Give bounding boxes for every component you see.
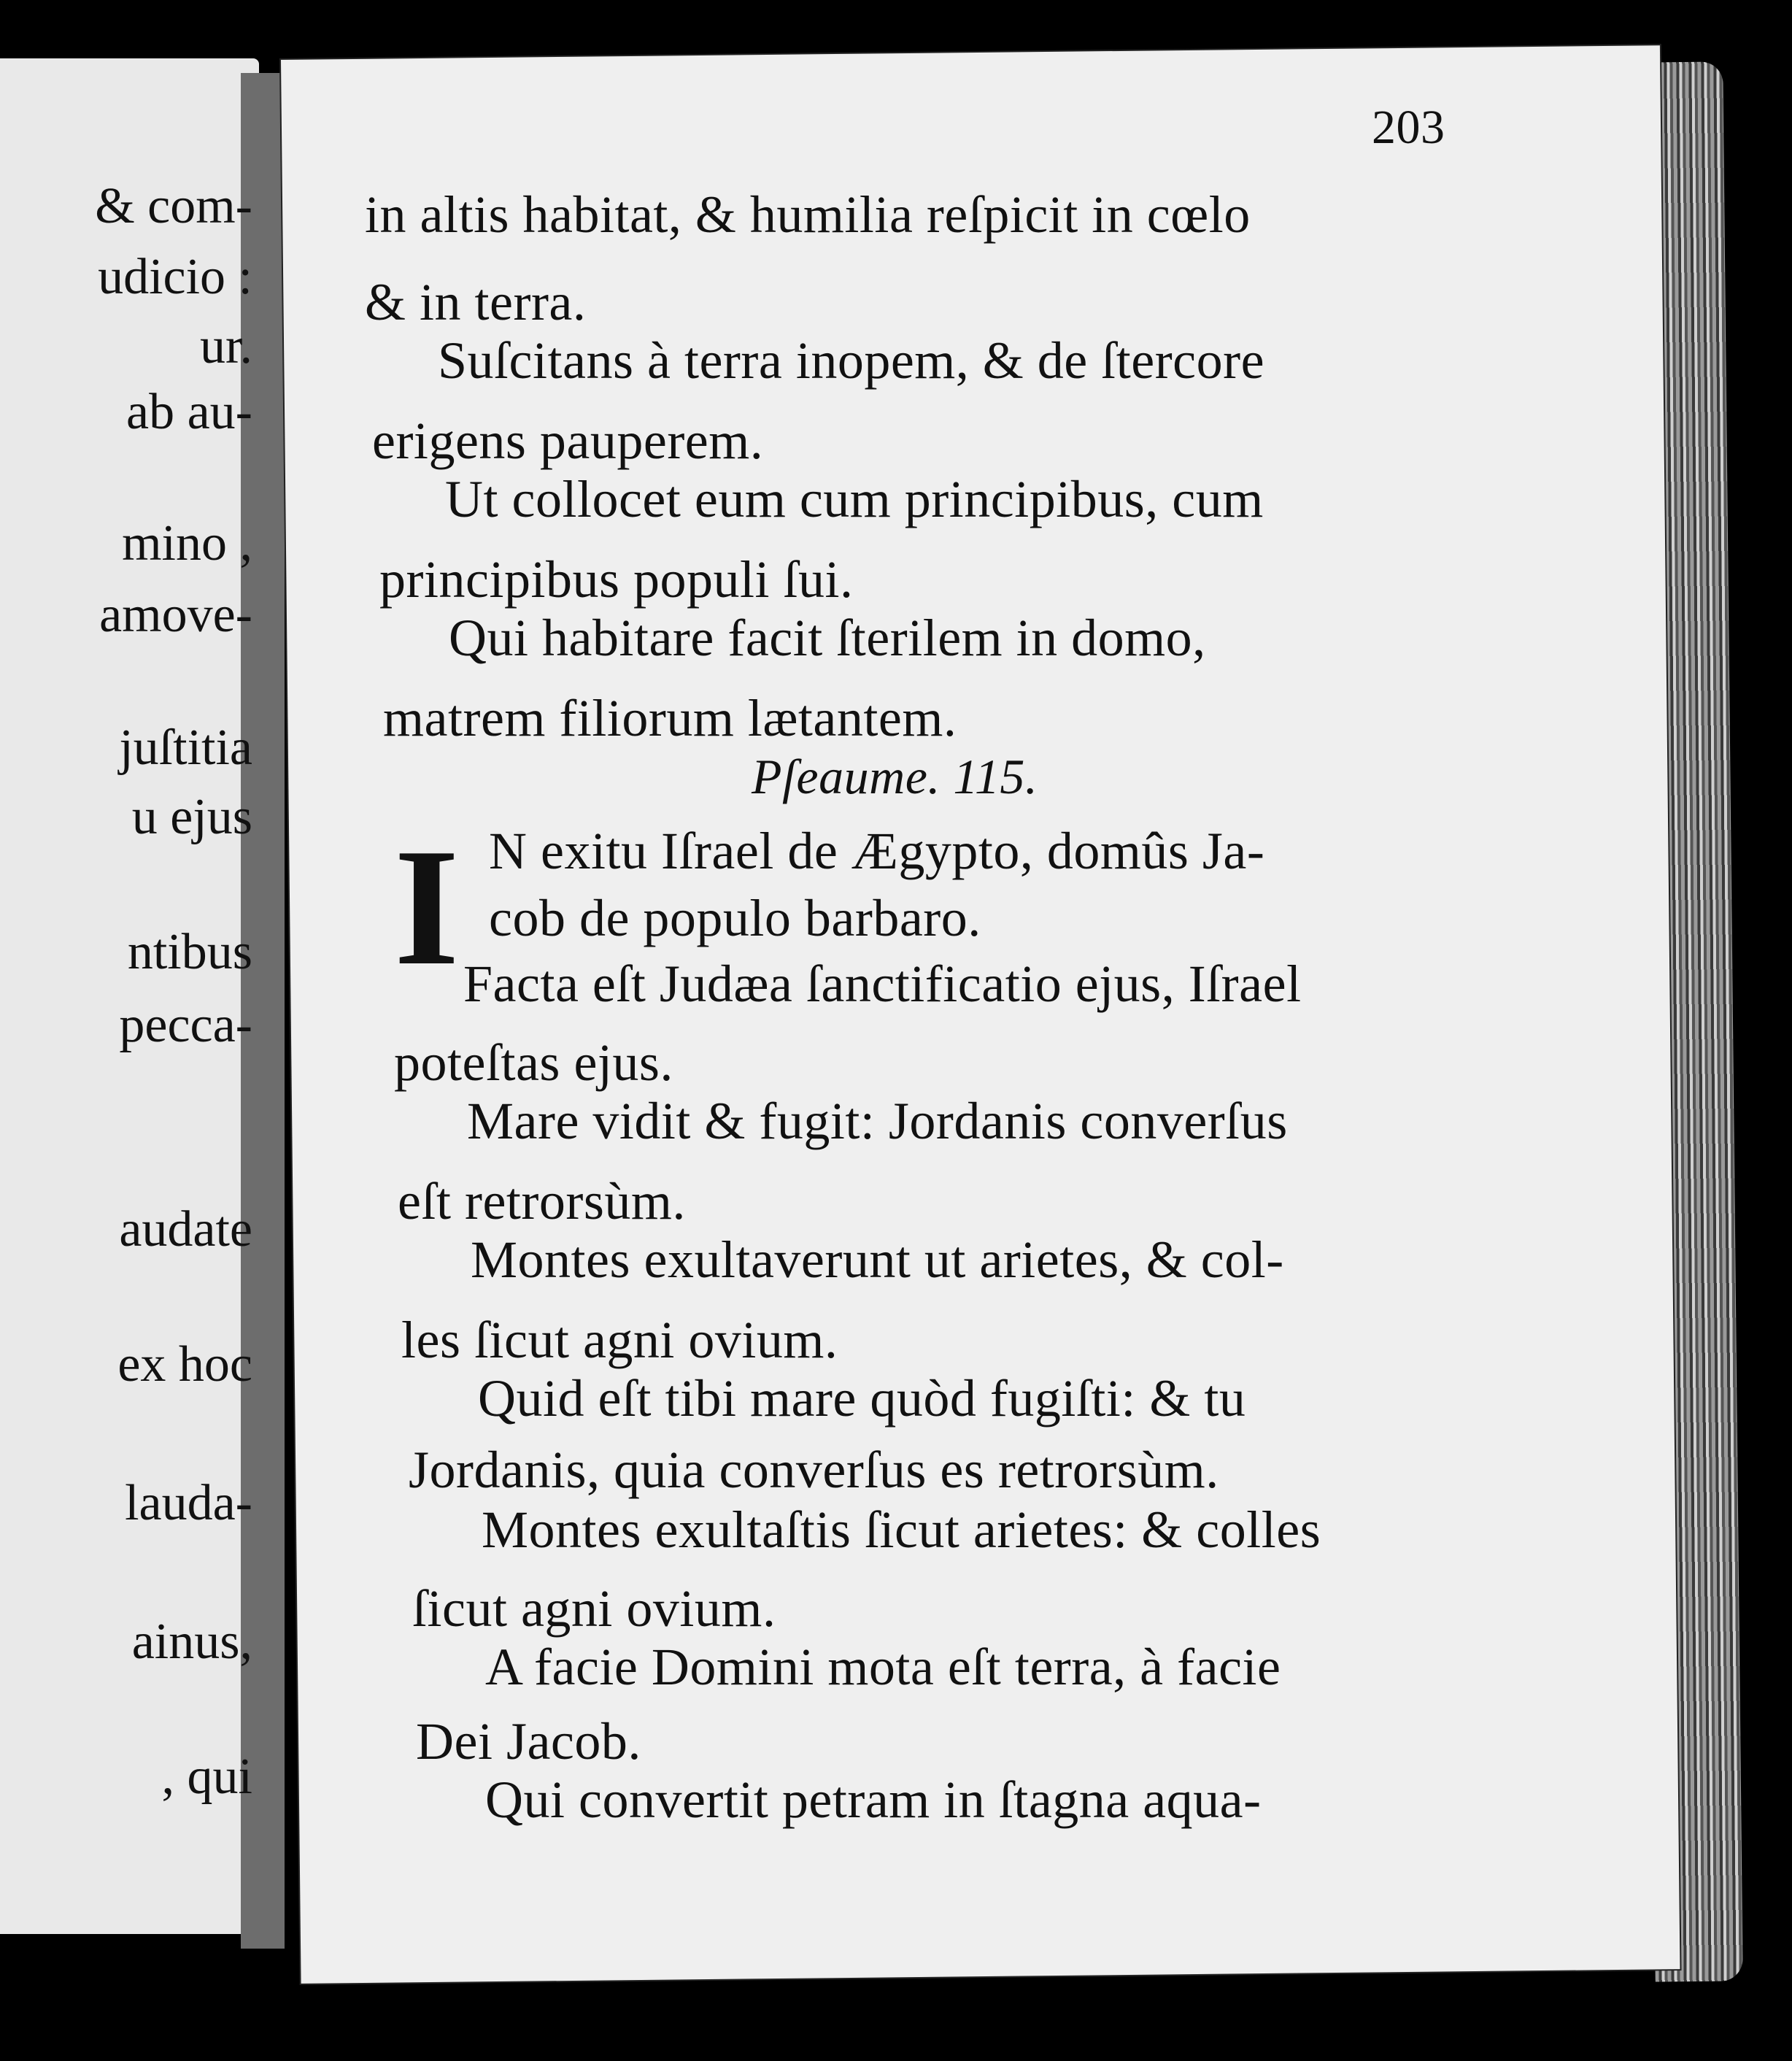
text-line: Ut collocet eum cum principibus, cum	[445, 470, 1264, 528]
text-line: Suſcitans à terra inopem, & de ſtercore	[438, 331, 1265, 390]
left-fragment: lauda-	[125, 1475, 252, 1531]
text-line: Mare vidit & fugit: Jordanis converſus	[467, 1092, 1288, 1150]
text-line: Quid eſt tibi mare quòd fugiſti: & tu	[478, 1369, 1246, 1428]
text-line: Jordanis, quia converſus es retrorsùm.	[409, 1441, 1219, 1499]
left-fragment: udicio :	[98, 249, 252, 305]
text-line: eſt retrorsùm.	[398, 1172, 686, 1230]
left-fragment: audate	[119, 1201, 252, 1257]
text-line: Montes exultaſtis ſicut arietes: & colles	[482, 1501, 1321, 1559]
text-line: matrem filiorum lætantem.	[383, 689, 957, 747]
left-fragment: u ejus	[131, 789, 252, 845]
left-fragment: ainus,	[131, 1614, 252, 1670]
left-fragment: ab au-	[126, 384, 252, 440]
left-fragment: ex hoc	[117, 1336, 252, 1392]
text-line: Qui convertit petram in ſtagna aqua-	[485, 1771, 1262, 1829]
left-fragment: , qui	[161, 1749, 252, 1805]
left-fragment: amove-	[99, 587, 252, 643]
text-line: Facta eſt Judæa ſanctificatio ejus, Iſrael	[463, 955, 1302, 1013]
left-fragment: & com-	[95, 178, 252, 234]
text-line: N exitu Iſrael de Ægypto, domûs Ja-	[489, 822, 1265, 880]
text-line: & in terra.	[365, 273, 587, 331]
text-line: cob de populo barbaro.	[489, 889, 981, 947]
text-line: Montes exultaverunt ut arietes, & col-	[471, 1230, 1284, 1289]
text-line: poteſtas ejus.	[394, 1033, 673, 1092]
text-line: ſicut agni ovium.	[412, 1579, 776, 1638]
text-line: erigens pauperem.	[372, 412, 764, 470]
text-line: in altis habitat, & humilia reſpicit in cœlo	[365, 185, 1251, 244]
left-fragment: ntibus	[127, 924, 252, 980]
left-fragment: mino ,	[122, 515, 252, 571]
text-line: Qui habitare facit ſterilem in domo,	[449, 609, 1206, 667]
left-fragment: pecca-	[119, 997, 252, 1053]
drop-cap: I	[394, 814, 460, 1000]
psalm-heading: Pſeaume. 115.	[752, 749, 1038, 804]
text-line: Dei Jacob.	[416, 1712, 641, 1771]
text-line: A facie Domini mota eſt terra, à facie	[485, 1638, 1281, 1696]
page-number: 203	[1372, 101, 1445, 154]
left-fragment: juſtitia	[119, 720, 252, 776]
text-line: principibus populi ſui.	[379, 550, 854, 609]
text-line: les ſicut agni ovium.	[401, 1311, 838, 1369]
left-fragment: ur.	[200, 318, 252, 374]
